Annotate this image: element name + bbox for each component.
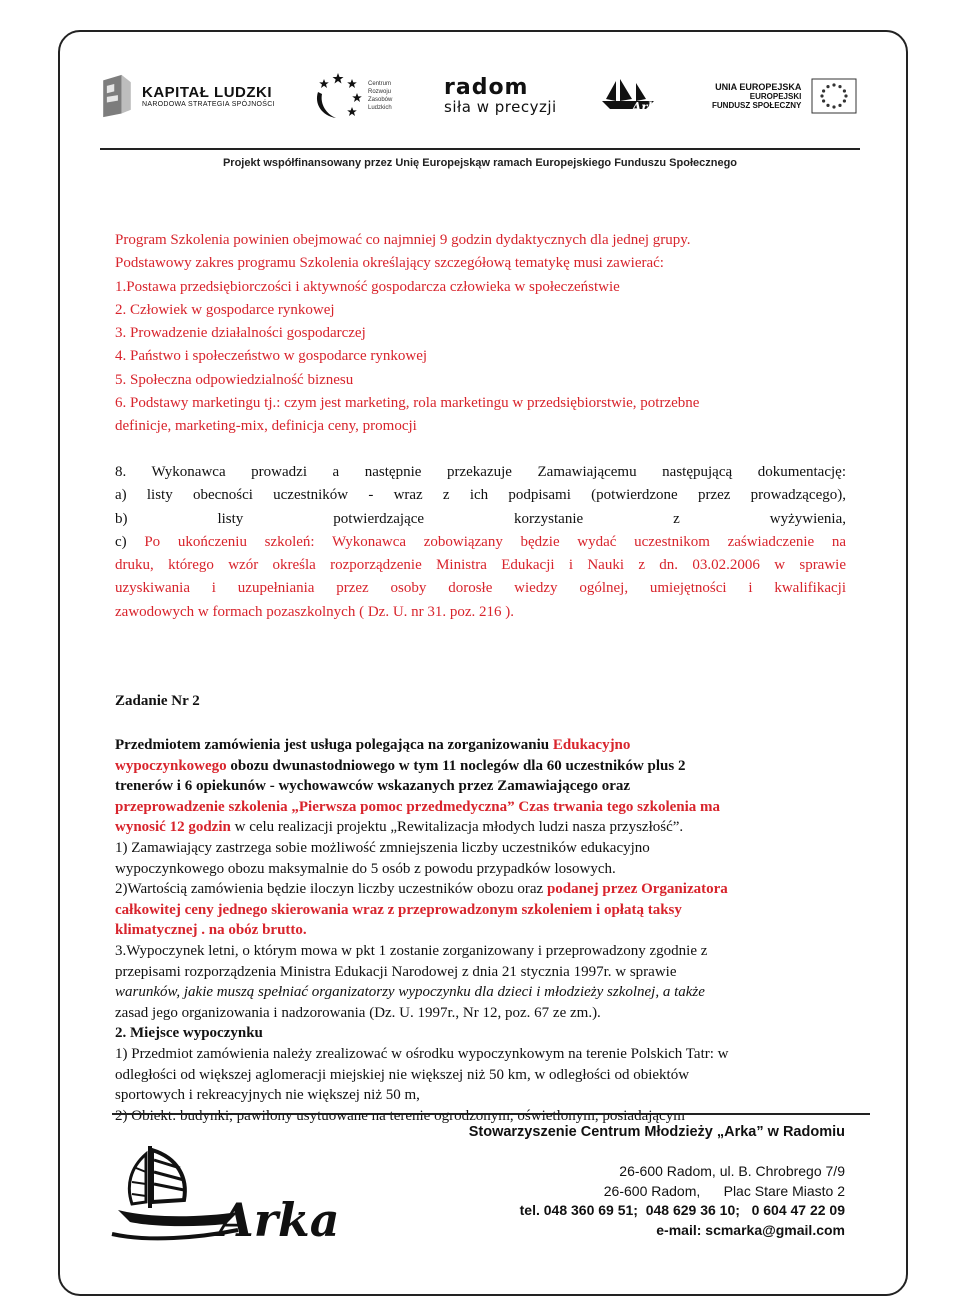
text-line: przeprowadzenie szkolenia „Pierwsza pomoc przedmedyczna” Czas trwania tego szkolenia ma	[115, 798, 721, 815]
text-span: Przedmiotem zamówienia jest usługa polegająca na zorganizowaniu	[115, 737, 553, 753]
kapital-ludzki-flag-icon	[100, 73, 134, 119]
svg-text:Arka: Arka	[632, 100, 664, 114]
text-span-red: podanej przez Organizatora	[546, 881, 728, 898]
text-line: definicje, marketing-mix, definicja ceny, promocji	[115, 418, 417, 435]
text-line: 3. Prowadzenie działalności gospodarczej	[115, 325, 366, 342]
text-line: 2. Miejsce wypoczynku	[115, 1025, 263, 1042]
kapital-ludzki-logo	[100, 68, 275, 124]
documentation-section	[115, 461, 846, 624]
text-line: zawodowych w formach pozaszkolnych ( Dz. U. nr 31. poz. 216 ).	[115, 603, 515, 620]
text-span-red: wypoczynkowego	[115, 757, 227, 774]
eu-stars-ring-icon	[312, 70, 364, 122]
ue-line-2: EUROPEJSKI	[749, 92, 802, 101]
arka-ship-small-icon	[598, 77, 664, 115]
phone-numbers: tel. 048 360 69 51; 048 629 36 10; 0 604 47 22 09	[519, 1202, 845, 1218]
organization-name: Stowarzyszenie Centrum Młodzieży „Arka” w Radomiu	[468, 1124, 845, 1140]
text-span: obozu dwunastodniowego w tym 11 noclegów dla 60 uczestników plus 2	[226, 757, 686, 774]
text-line: 8. Wykonawca prowadzi a następnie przekazuje Zamawiającemu następującą dokumentację:	[115, 464, 846, 480]
text-line	[115, 531, 846, 554]
address-line-1: 26-600 Radom, ul. B. Chrobrego 7/9	[619, 1163, 845, 1179]
radom-logo-slogan: siła w precyzji	[444, 98, 557, 116]
crzl-line-3: Zasobów	[368, 97, 393, 103]
kapital-ludzki-title: KAPITAŁ LUDZKI	[142, 84, 273, 101]
text-line: trenerów i 6 opiekunów - wychowawców wskazanych przez Zamawiającego oraz	[115, 778, 631, 795]
text-line	[115, 735, 855, 756]
text-line: odległości od większej aglomeracji miejskiej nie większej niż 50 km, w odległości od obiektów	[115, 1066, 690, 1083]
radom-logo-title: radom	[444, 75, 529, 100]
text-line	[115, 879, 855, 900]
crzl-logo	[312, 68, 392, 124]
text-line: 2) Obiekt: budynki, pawilony usytuowane na terenie ogrodzonym, oświetlonym, posiadającym	[115, 1107, 685, 1124]
text-line: wypoczynkowego obozu maksymalnie do 5 osób z powodu przypadków losowych.	[115, 860, 616, 877]
address-line-2: 26-600 Radom, Plac Stare Miasto 2	[603, 1182, 845, 1199]
arka-small-logo	[598, 68, 664, 124]
text-span-red: Edukacyjno	[552, 737, 631, 753]
text-span-red: Po ukończeniu szkoleń: Wykonawca zobowiązany będzie wydać uczestnikom zaświadczenie na	[144, 533, 846, 550]
cofinancing-caption: Projekt współfinansowany przez Unię Europejskąw ramach Europejskiego Funduszu Społecznego	[222, 157, 738, 169]
crzl-line-4: Ludzkich	[368, 105, 392, 111]
text-line: 1) Przedmiot zamówienia należy zrealizować w ośrodku wypoczynkowym na terenie Polskich Tatr: w	[115, 1045, 729, 1062]
text-span: 2)Wartością zamówienia będzie iloczyn liczby uczestników obozu oraz	[115, 881, 547, 898]
text-line: uzyskiwania i uzupełniania przez osoby dorosłe wiedzy ogólnej, umiejętności i kwalifikacji	[115, 580, 846, 597]
text-line: klimatycznej . na obóz brutto.	[115, 922, 307, 939]
text-line: zasad jego organizowania i nadzorowania (Dz. U. 1997r., Nr 12, poz. 67 ze zm.).	[115, 1004, 601, 1021]
text-line: Podstawowy zakres programu Szkolenia określający szczegółową tematykę musi zawierać:	[115, 255, 664, 272]
text-line: całkowitej ceny jednego skierowania wraz z przeprowadzonym szkoleniem i opłatą taksy	[115, 901, 682, 918]
footer-divider	[112, 1113, 870, 1115]
arka-ship-logo-icon	[108, 1138, 348, 1248]
contact-block	[520, 1162, 845, 1240]
svg-text:Arka: Arka	[218, 1193, 340, 1247]
text-line: 1.Postawa przedsiębiorczości i aktywność gospodarcza człowieka w społeczeństwie	[115, 278, 620, 295]
text-span-red: wynosić 12 godzin	[115, 819, 231, 836]
text-line: przepisami rozporządzenia Ministra Edukacji Narodowej z dnia 21 stycznia 1997r. w sprawie	[115, 963, 677, 980]
kapital-ludzki-subtitle: NARODOWA STRATEGIA SPÓJNOŚCI	[142, 101, 275, 108]
ue-line-1: UNIA EUROPEJSKA	[715, 82, 802, 92]
task-heading: Zadanie Nr 2	[115, 693, 200, 709]
header-logos	[100, 68, 870, 128]
crzl-line-2: Rozwoju	[368, 89, 392, 95]
training-program-section	[115, 229, 850, 439]
ue-line-3: FUNDUSZ SPOŁECZNY	[712, 101, 802, 110]
text-line: 2. Człowiek w gospodarce rynkowej	[115, 301, 335, 318]
text-line: a) listy obecności uczestników - wraz z ich podpisami (potwierdzone przez prowadzącego),	[115, 487, 846, 504]
text-line: druku, którego wzór określa rozporządzenie Ministra Edukacji i Nauki z dn. 03.02.2006 w sprawie	[115, 557, 846, 574]
email-address: e-mail: scmarka@gmail.com	[656, 1221, 845, 1238]
text-line: Program Szkolenia powinien obejmować co najmniej 9 godzin dydaktycznych dla jednej grupy.	[115, 232, 691, 248]
text-span: c)	[115, 533, 145, 550]
text-line: sportowych i rekreacyjnych nie większej niż 50 m,	[115, 1087, 420, 1104]
text-line: 3.Wypoczynek letni, o którym mowa w pkt 1 zostanie zorganizowany i przeprowadzony zgodnie z	[115, 942, 708, 959]
eu-flag-icon	[811, 78, 857, 114]
text-span: w celu realizacji projektu „Rewitalizacja młodych ludzi nasza przyszłość”.	[230, 819, 684, 836]
text-line	[115, 756, 855, 777]
task-2-section	[115, 735, 855, 1126]
text-line: 6. Podstawy marketingu tj.: czym jest marketing, rola marketingu w przedsiębiorstwie, potrzebne	[115, 395, 700, 412]
radom-logo	[444, 68, 557, 124]
ue-logo	[712, 68, 857, 124]
text-line: warunków, jakie muszą spełniać organizatorzy wypoczynku dla dzieci i młodzieży szkolnej, a także	[115, 984, 705, 1001]
text-line: 5. Społeczna odpowiedzialność biznesu	[115, 371, 354, 388]
text-line	[115, 817, 855, 838]
text-line: b) listy potwierdzające korzystanie z wyżywienia,	[115, 510, 846, 527]
crzl-line-1: Centrum	[368, 81, 392, 87]
header-divider	[100, 148, 860, 150]
text-line: 4. Państwo i społeczeństwo w gospodarce rynkowej	[115, 348, 428, 365]
text-line: 1) Zamawiający zastrzega sobie możliwość zmniejszenia liczby uczestników edukacyjno	[115, 839, 650, 856]
